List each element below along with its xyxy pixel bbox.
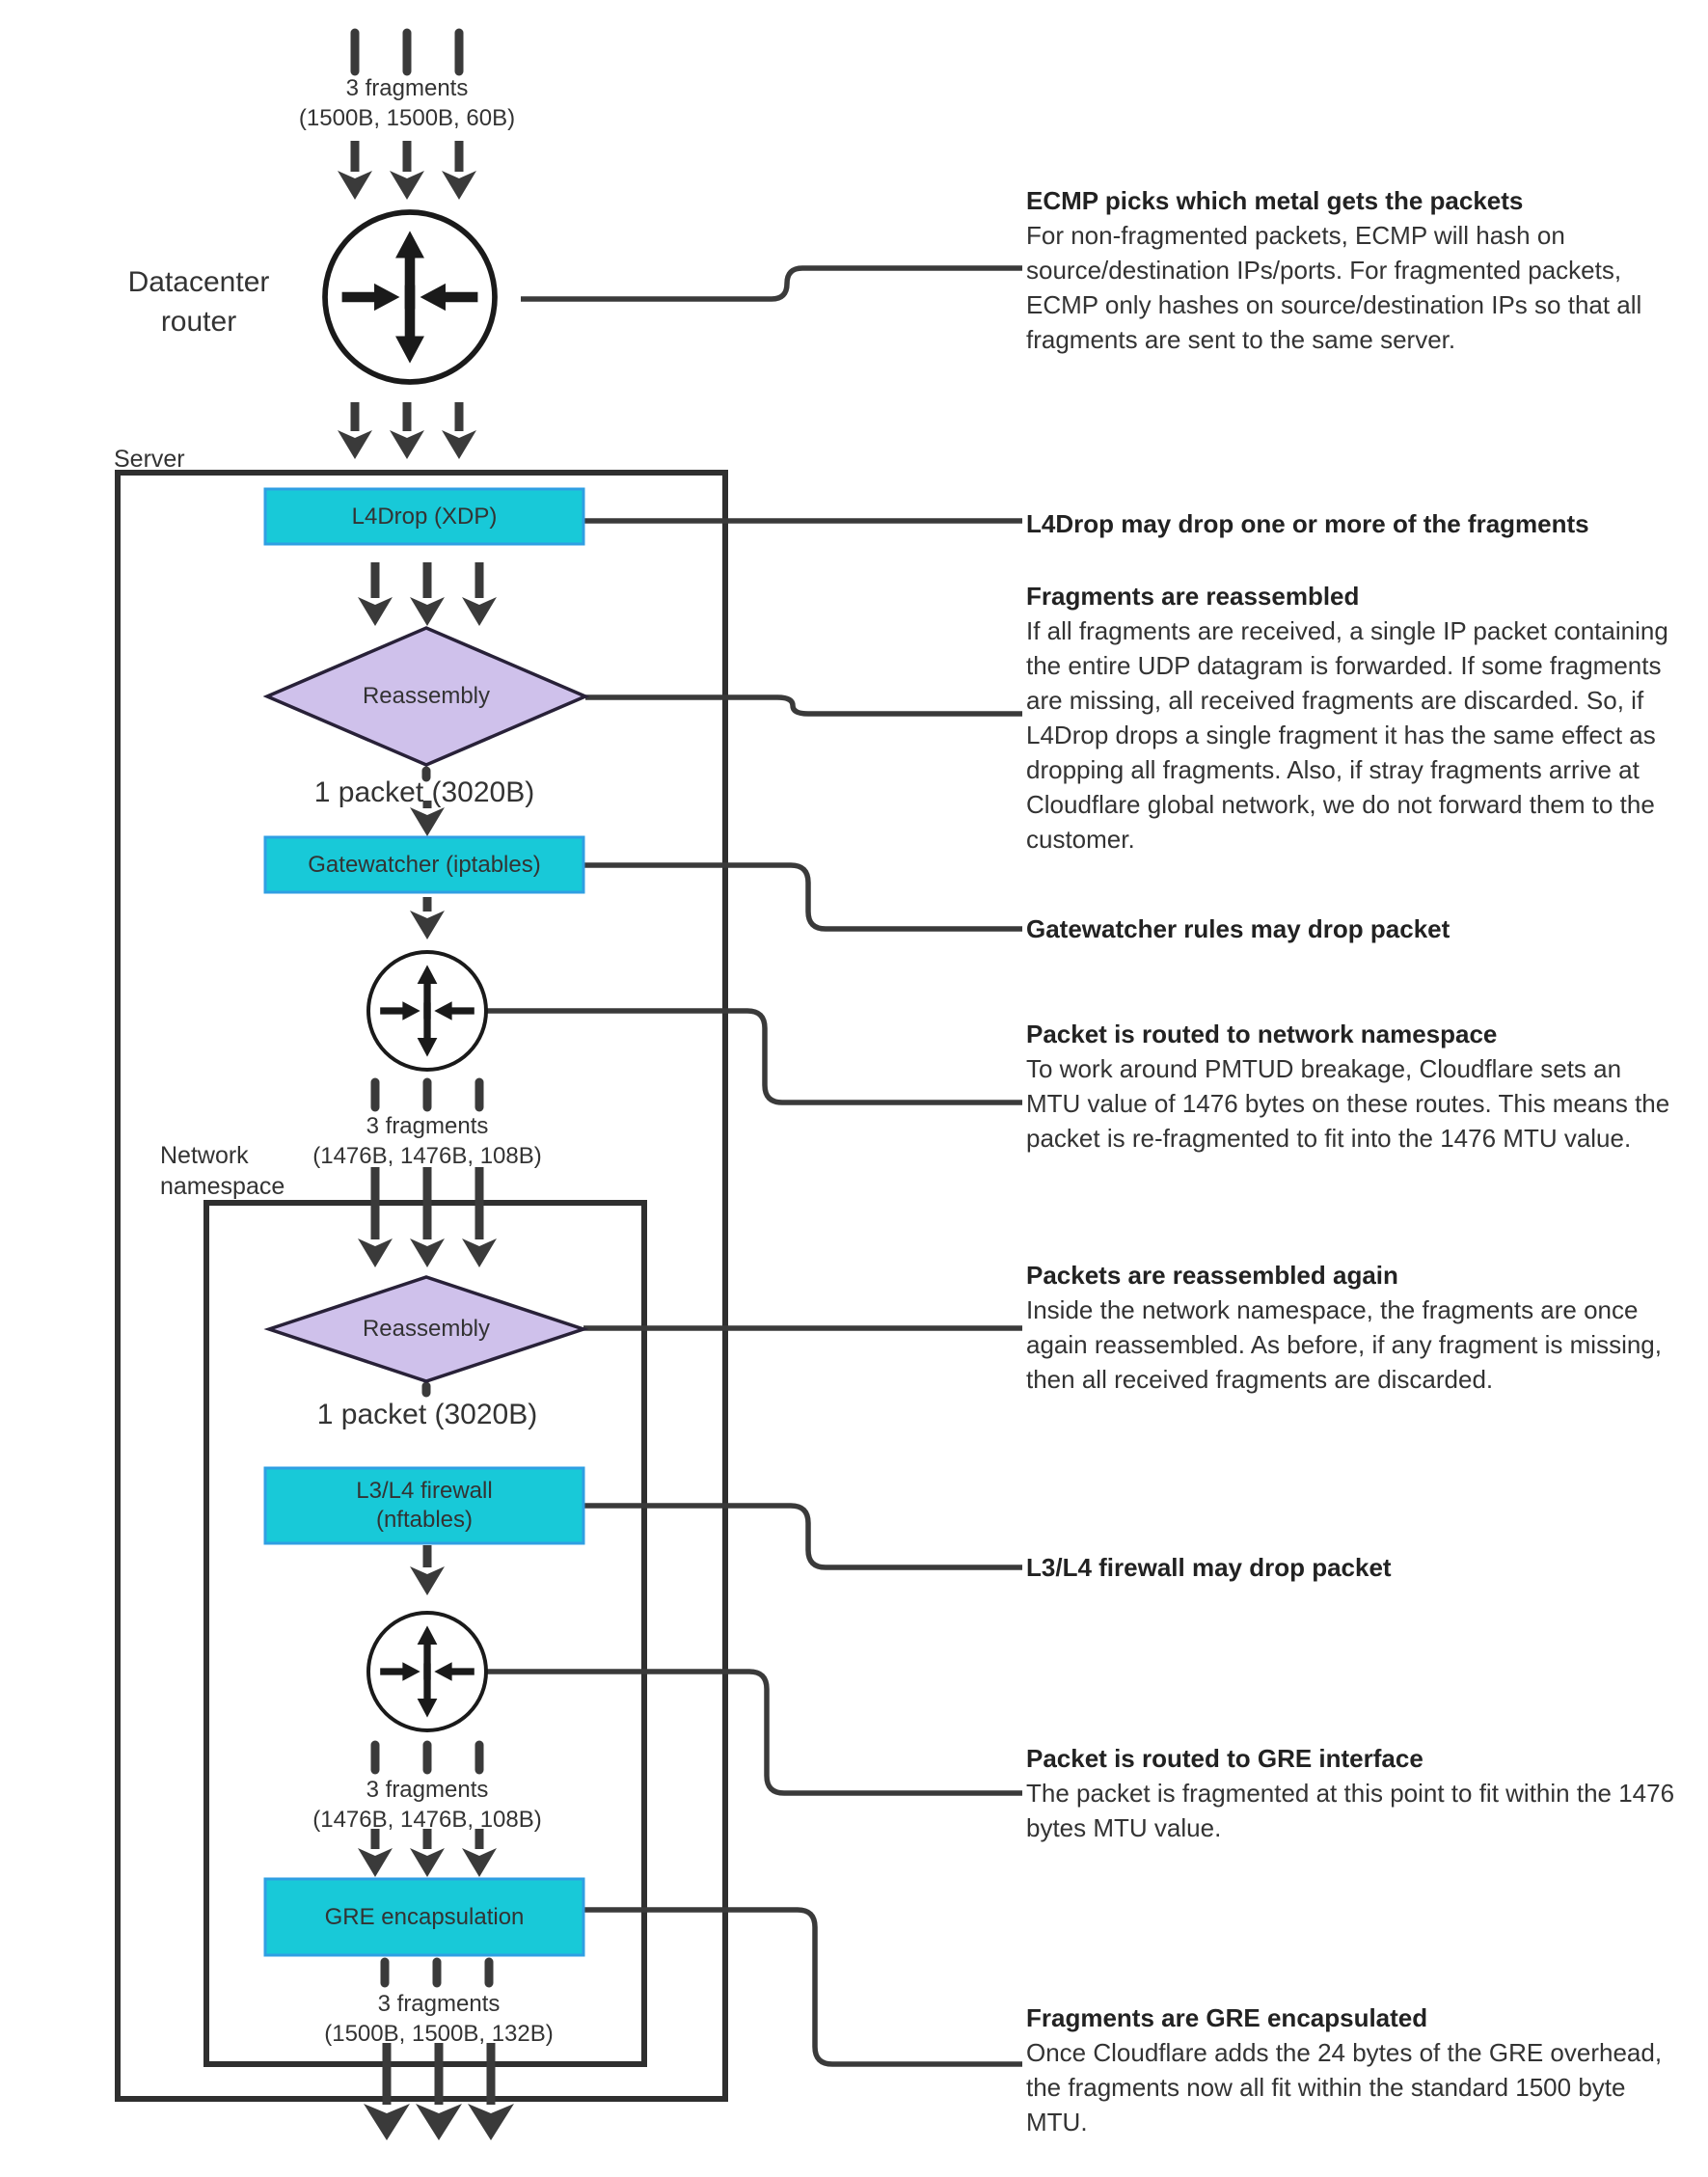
gatewatcher-label-text: Gatewatcher (iptables)	[308, 851, 541, 878]
connector-routed-gre	[486, 1672, 1022, 1793]
l3l4-line1: L3/L4 firewall	[356, 1478, 493, 1504]
reassembly2-label-text: Reassembly	[362, 1316, 491, 1342]
reassembly1-label	[267, 628, 585, 765]
l4drop-label	[265, 489, 583, 544]
annotation-reassembled	[1026, 579, 1682, 857]
datacenter-router-label	[128, 262, 270, 341]
network-namespace-label	[160, 1140, 285, 1202]
connector-reassembly1	[585, 697, 1022, 714]
l3l4-line2: (nftables)	[375, 1507, 474, 1533]
connector-gatewatcher	[583, 865, 1022, 929]
annotation-title: L4Drop may drop one or more of the fragments	[1026, 509, 1589, 538]
gre-encapsulation-label	[265, 1879, 583, 1955]
annotation-title: Packet is routed to GRE interface	[1026, 1744, 1423, 1773]
l3l4-firewall-label-text	[265, 1477, 583, 1535]
annotation-reassembled-again	[1026, 1258, 1682, 1397]
datacenter-router-line2: router	[160, 306, 237, 338]
annotation-title: Fragments are reassembled	[1026, 582, 1360, 611]
network-namespace-line1: Network	[160, 1142, 249, 1169]
annotation-body: To work around PMTUD breakage, Cloudflare sets an MTU value of 1476 bytes on these routes. This means the packet is re-fragmented to fit into the 1476 MTU value.	[1026, 1054, 1670, 1153]
annotation-title: Fragments are GRE encapsulated	[1026, 2003, 1428, 2032]
connector-gre-encap	[583, 1910, 1022, 2064]
annotation-body: Once Cloudflare adds the 24 bytes of the GRE overhead, the fragments now all fit within the standard 1500 byte MTU.	[1026, 2038, 1663, 2136]
fragments2-line1: 3 fragments	[366, 1113, 489, 1139]
router-icon	[325, 212, 495, 382]
l4drop-label-text: L4Drop (XDP)	[351, 503, 498, 530]
network-namespace-line2: namespace	[160, 1173, 285, 1200]
router-icon	[368, 952, 486, 1070]
server-label: Server	[114, 446, 185, 473]
annotation-l3l4	[1026, 1550, 1682, 1585]
annotation-body: If all fragments are received, a single IP packet containing the entire UDP datagram is forwarded. If some fragments are missing, all received fragments are discarded. So, if L4Drop drops a single fragment it has the same effect as dropping all fragments. Also, if stray fragments arrive at Cloudflare global network, we do not forward them to the customer.	[1026, 616, 1668, 854]
reassembly1-label-text: Reassembly	[362, 683, 491, 709]
fragments3-label	[312, 1775, 542, 1835]
reassembly2-label	[269, 1277, 583, 1381]
annotation-gatewatcher	[1026, 912, 1682, 946]
fragments2-label	[312, 1111, 542, 1171]
annotation-gre-encapsulated	[1026, 2000, 1682, 2139]
gatewatcher-label	[265, 837, 583, 892]
fragments3-line1: 3 fragments	[366, 1777, 489, 1803]
connector-ecmp	[521, 268, 1022, 299]
packet1-label: 1 packet (3020B)	[313, 776, 535, 808]
l3l4-firewall-label	[265, 1468, 583, 1543]
router-icon	[368, 1613, 486, 1730]
annotation-title: Gatewatcher rules may drop packet	[1026, 914, 1450, 943]
annotation-title: L3/L4 firewall may drop packet	[1026, 1553, 1392, 1582]
annotation-title: Packet is routed to network namespace	[1026, 1020, 1498, 1048]
annotation-routed-namespace	[1026, 1017, 1682, 1156]
annotation-title: Packets are reassembled again	[1026, 1261, 1398, 1290]
packet2-label: 1 packet (3020B)	[316, 1399, 538, 1430]
datacenter-router-line1: Datacenter	[127, 266, 270, 298]
fragments4-line2: (1500B, 1500B, 132B)	[324, 2021, 554, 2047]
annotation-body: Inside the network namespace, the fragments are once again reassembled. As before, if any fragment is missing, then all received fragments are discarded.	[1026, 1295, 1662, 1394]
top-fragments-line2: (1500B, 1500B, 60B)	[298, 105, 516, 131]
connector-routed-namespace	[486, 1011, 1022, 1102]
fragments4-line1: 3 fragments	[377, 1991, 501, 2017]
annotation-body: For non-fragmented packets, ECMP will hash on source/destination IPs/ports. For fragmented packets, ECMP only hashes on source/destination IPs so that all fragments are sent to the same server.	[1026, 221, 1642, 354]
fragments3-line2: (1476B, 1476B, 108B)	[312, 1807, 542, 1833]
annotation-body: The packet is fragmented at this point to fit within the 1476 bytes MTU value.	[1026, 1779, 1675, 1842]
annotation-routed-gre	[1026, 1741, 1682, 1845]
gre-encapsulation-label-text: GRE encapsulation	[324, 1903, 525, 1930]
fragments2-line2: (1476B, 1476B, 108B)	[312, 1143, 542, 1169]
annotation-ecmp	[1026, 183, 1682, 357]
annotation-l4drop	[1026, 506, 1682, 541]
top-fragments-label	[299, 73, 515, 133]
top-fragments-line1: 3 fragments	[345, 75, 469, 101]
fragments4-label	[324, 1989, 554, 2049]
annotation-title: ECMP picks which metal gets the packets	[1026, 186, 1524, 215]
